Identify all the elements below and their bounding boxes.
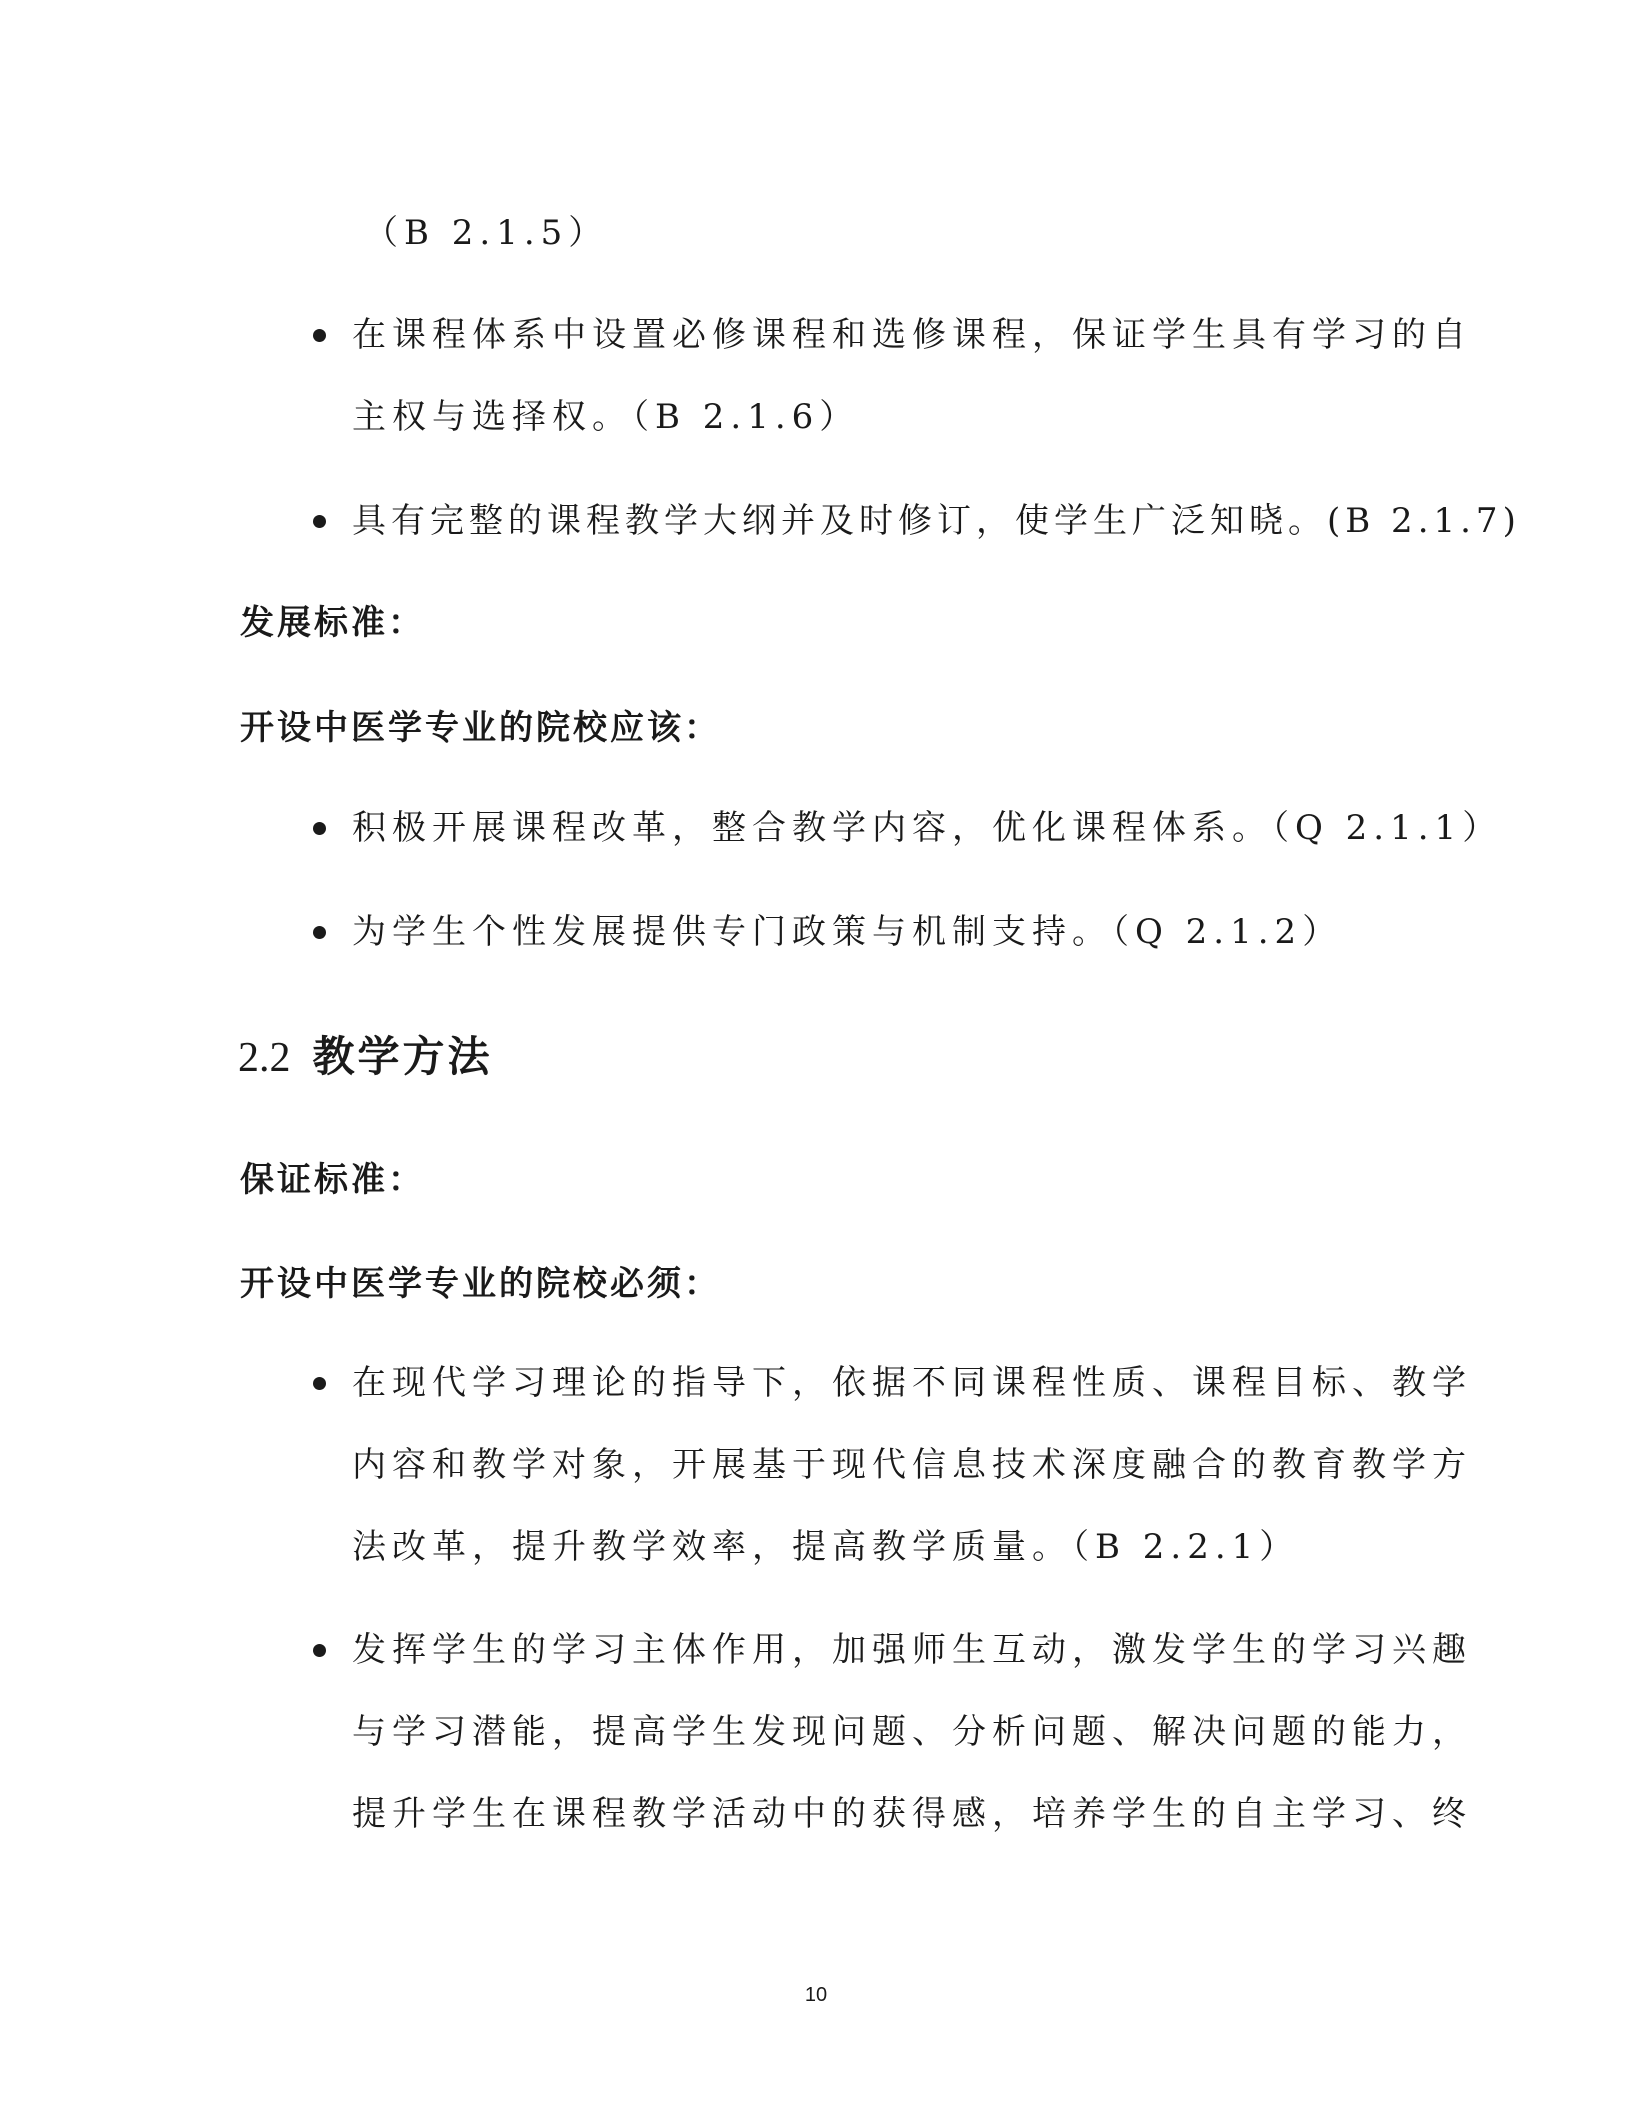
bullet-dot-icon — [313, 926, 326, 939]
list-item-line: 法改革，提升教学效率，提高教学质量。（B 2.2.1） — [352, 1527, 1300, 1567]
bullet-dot-icon — [313, 822, 326, 835]
assurance-standard-intro: 开设中医学专业的院校必须： — [240, 1264, 721, 1304]
list-item-line: 积极开展课程改革，整合教学内容，优化课程体系。（Q 2.1.1） — [352, 808, 1503, 848]
list-item-line: 具有完整的课程教学大纲并及时修订，使学生广泛知晓。(B 2.1.7) — [352, 501, 1521, 541]
development-standard-intro: 开设中医学专业的院校应该： — [240, 708, 721, 748]
list-item-line: 主权与选择权。（B 2.1.6） — [352, 397, 860, 437]
list-item-line: 发挥学生的学习主体作用，加强师生互动，激发学生的学习兴趣 — [352, 1630, 1472, 1670]
section-title — [238, 1032, 493, 1083]
bullet-dot-icon — [313, 515, 326, 528]
section-title-text: 教学方法 — [312, 1032, 493, 1081]
section-number: 2.2 — [238, 1035, 291, 1081]
list-item-line: 在课程体系中设置必修课程和选修课程，保证学生具有学习的自 — [352, 315, 1472, 355]
bullet-dot-icon — [313, 1377, 326, 1390]
list-item-line: 内容和教学对象，开展基于现代信息技术深度融合的教育教学方 — [352, 1445, 1472, 1485]
continuation-reference: （B 2.1.5） — [364, 213, 609, 253]
development-standard-heading: 发展标准： — [240, 603, 425, 643]
list-item-line: 为学生个性发展提供专门政策与机制支持。（Q 2.1.2） — [352, 912, 1343, 952]
list-item-line: 提升学生在课程教学活动中的获得感，培养学生的自主学习、终 — [352, 1794, 1472, 1834]
page-number: 10 — [804, 1984, 828, 2006]
assurance-standard-heading: 保证标准： — [240, 1160, 425, 1200]
list-item-line: 在现代学习理论的指导下，依据不同课程性质、课程目标、教学 — [352, 1363, 1472, 1403]
bullet-dot-icon — [313, 1644, 326, 1657]
bullet-dot-icon — [313, 329, 326, 342]
list-item-line: 与学习潜能，提高学生发现问题、分析问题、解决问题的能力， — [352, 1712, 1472, 1752]
